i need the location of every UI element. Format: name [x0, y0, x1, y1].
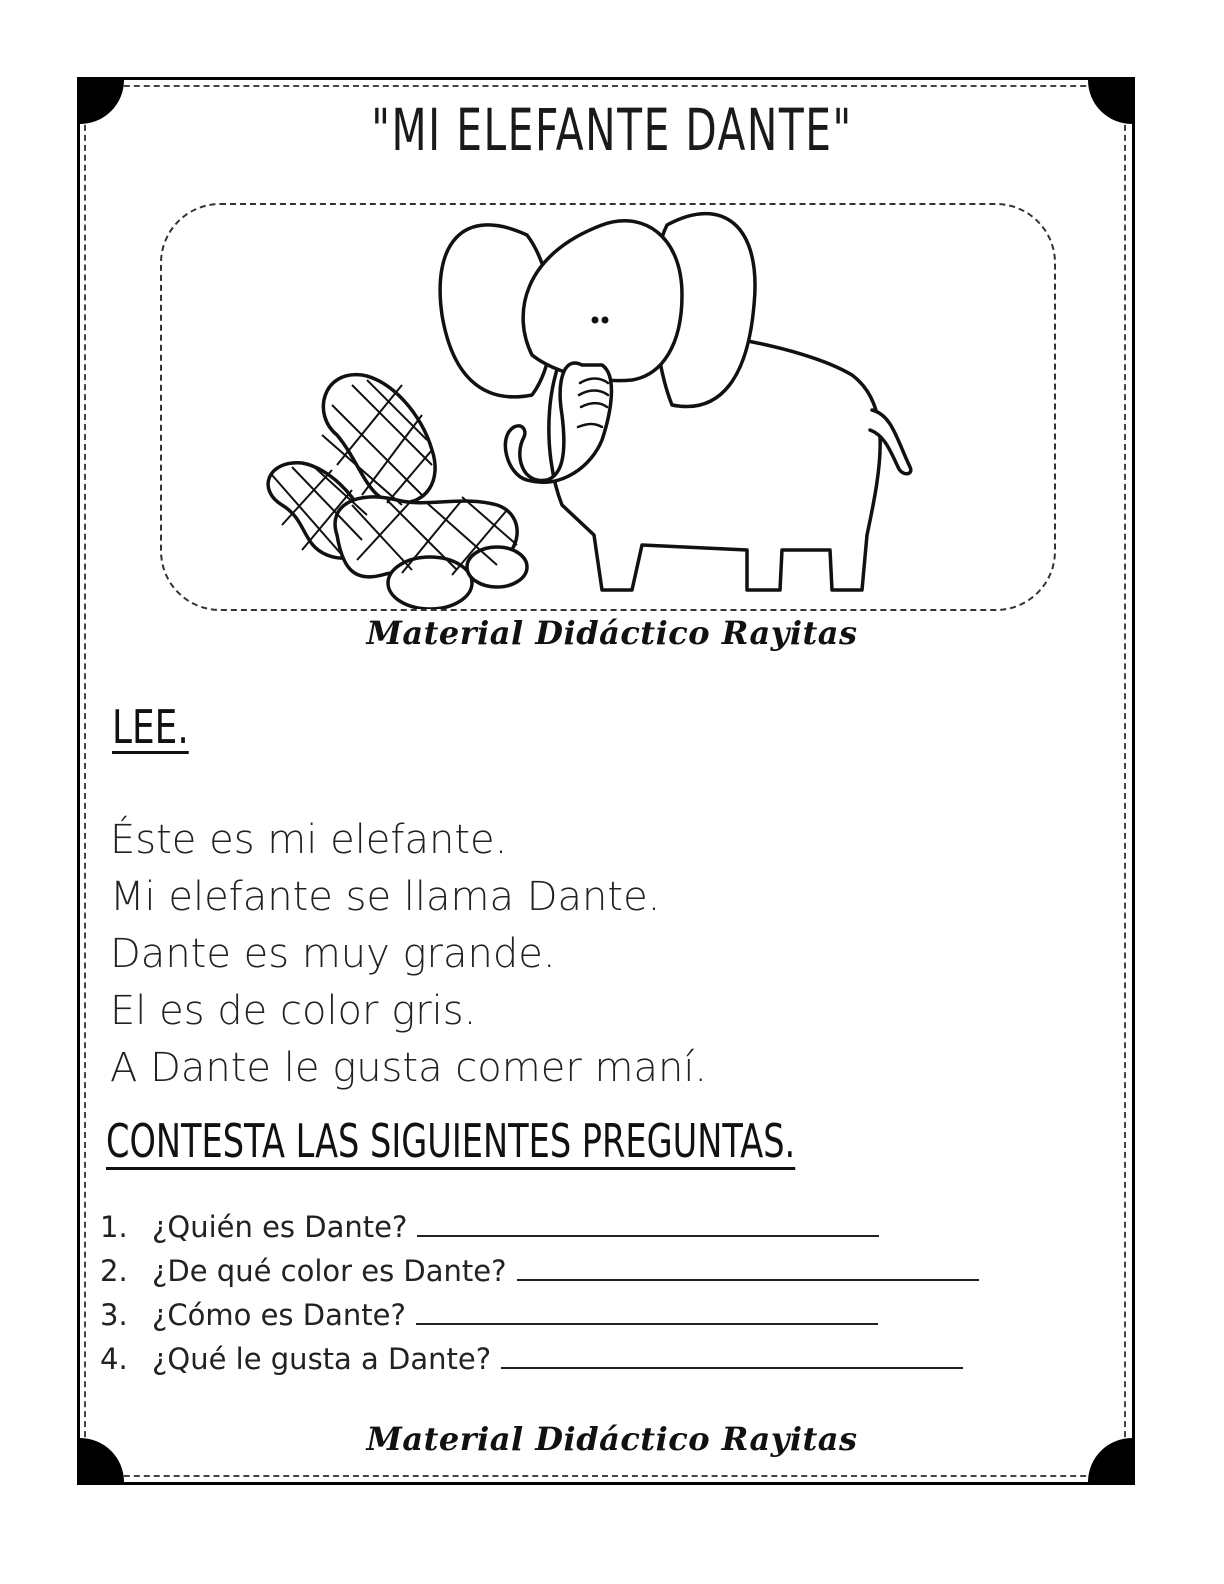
answer-line[interactable]	[417, 1209, 879, 1237]
elephant-peanuts-illustration	[162, 205, 1056, 611]
read-heading: LEE.	[112, 700, 189, 754]
answer-line[interactable]	[416, 1297, 878, 1325]
reading-line: Éste es mi elefante.	[110, 817, 508, 863]
question-text: ¿De qué color es Dante?	[152, 1254, 507, 1288]
worksheet-title: "MI ELEFANTE DANTE"	[371, 96, 853, 164]
question-item	[100, 1205, 979, 1249]
answer-line[interactable]	[501, 1341, 963, 1369]
credit-text: Material Didáctico Rayitas	[366, 1420, 858, 1458]
peanut	[467, 547, 527, 587]
illustration-frame	[160, 203, 1056, 611]
elephant-head	[523, 221, 682, 381]
question-number: 3.	[100, 1298, 128, 1332]
reading-line: El es de color gris.	[110, 988, 477, 1034]
question-text: ¿Quién es Dante?	[152, 1210, 408, 1244]
question-number: 2.	[100, 1254, 128, 1288]
credit-text: Material Didáctico Rayitas	[366, 614, 858, 652]
reading-line: Dante es muy grande.	[110, 931, 556, 977]
question-item	[100, 1293, 979, 1337]
answer-line[interactable]	[517, 1253, 979, 1281]
question-item	[100, 1337, 979, 1381]
question-text: ¿Qué le gusta a Dante?	[152, 1342, 492, 1376]
question-list	[100, 1205, 979, 1381]
question-number: 1.	[100, 1210, 128, 1244]
questions-heading: CONTESTA LAS SIGUIENTES PREGUNTAS.	[106, 1114, 796, 1168]
reading-passage	[110, 812, 707, 1097]
reading-line: Mi elefante se llama Dante.	[110, 874, 661, 920]
question-number: 4.	[100, 1342, 128, 1376]
reading-line: A Dante le gusta comer maní.	[110, 1045, 708, 1091]
question-item	[100, 1249, 979, 1293]
question-text: ¿Cómo es Dante?	[152, 1298, 406, 1332]
